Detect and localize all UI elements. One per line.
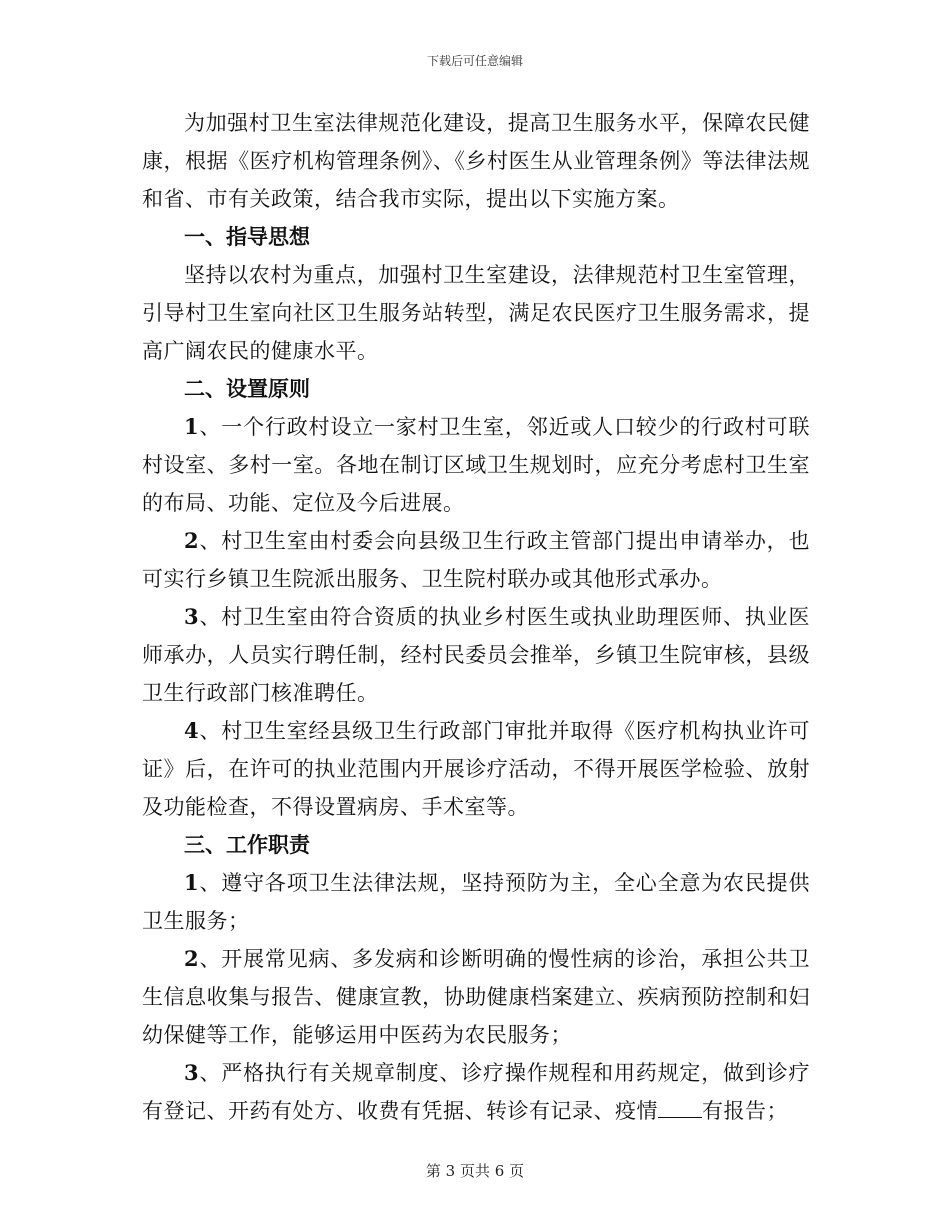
header-note: 下载后可任意编辑 xyxy=(426,54,523,68)
section-heading-principles: 二、设置原则 xyxy=(184,376,310,401)
item-text: 、遵守各项卫生法律法规，坚持预防为主，全心全意为农民提供卫生服务； xyxy=(142,871,810,933)
item-text: 、村卫生室经县级卫生行政部门审批并取得《医疗机构执业许可证》后，在许可的执业范围内开展诊疗活动，不得开展医学检验、放射及功能检查，不得设置病房、手术室等。 xyxy=(142,719,810,819)
item-number: 3 xyxy=(184,604,200,629)
item-number: 1 xyxy=(184,870,200,895)
item-number: 3 xyxy=(184,1060,200,1085)
item-number: 1 xyxy=(184,414,200,439)
principle-item xyxy=(142,598,810,712)
page-footer: 第 3 页共 6 页 xyxy=(425,1162,525,1180)
principle-item xyxy=(142,408,810,522)
duty-item xyxy=(142,940,810,1054)
principle-item xyxy=(142,712,810,826)
intro-paragraph: 为加强村卫生室法律规范化建设，提高卫生服务水平，保障农民健康，根据《医疗机构管理条例》、《乡村医生从业管理条例》等法律法规和省、市有关政策，结合我市实际，提出以下实施方案。 xyxy=(142,111,810,211)
item-text: 、村卫生室由符合资质的执业乡村医生或执业助理医师、执业医师承办，人员实行聘任制，经村民委员会推举，乡镇卫生院审核，县级卫生行政部门核准聘任。 xyxy=(142,605,810,705)
item-number: 2 xyxy=(184,528,200,553)
item-text: 、严格执行有关规章制度、诊疗操作规程和用药规定，做到诊疗有登记、开药有处方、收费有凭据、转诊有记录、疫情 xyxy=(142,1061,810,1123)
item-text: 、一个行政村设立一家村卫生室，邻近或人口较少的行政村可联村设室、多村一室。各地在制订区域卫生规划时，应充分考虑村卫生室的布局、功能、定位及今后进展。 xyxy=(142,415,810,515)
principle-item xyxy=(142,522,810,598)
fill-in-blank xyxy=(658,1099,702,1118)
guiding-paragraph: 坚持以农村为重点，加强村卫生室建设，法律规范村卫生室管理，引导村卫生室向社区卫生服务站转型，满足农民医疗卫生服务需求，提高广阔农民的健康水平。 xyxy=(142,263,810,363)
item-text: 、村卫生室由村委会向县级卫生行政主管部门提出申请举办，也可实行乡镇卫生院派出服务、卫生院村联办或其他形式承办。 xyxy=(142,529,810,591)
duty-item xyxy=(142,864,810,940)
section-heading-guiding: 一、指导思想 xyxy=(184,224,310,249)
item-number: 4 xyxy=(184,718,200,743)
duty-item xyxy=(142,1054,810,1130)
section-heading-duties: 三、工作职责 xyxy=(184,832,310,857)
item-text: 、开展常见病、多发病和诊断明确的慢性病的诊治，承担公共卫生信息收集与报告、健康宣教，协助健康档案建立、疾病预防控制和妇幼保健等工作，能够运用中医药为农民服务； xyxy=(142,947,810,1047)
document-body xyxy=(142,104,810,1130)
item-number: 2 xyxy=(184,946,200,971)
item-text-after-blank: 有报告； xyxy=(702,1099,788,1123)
